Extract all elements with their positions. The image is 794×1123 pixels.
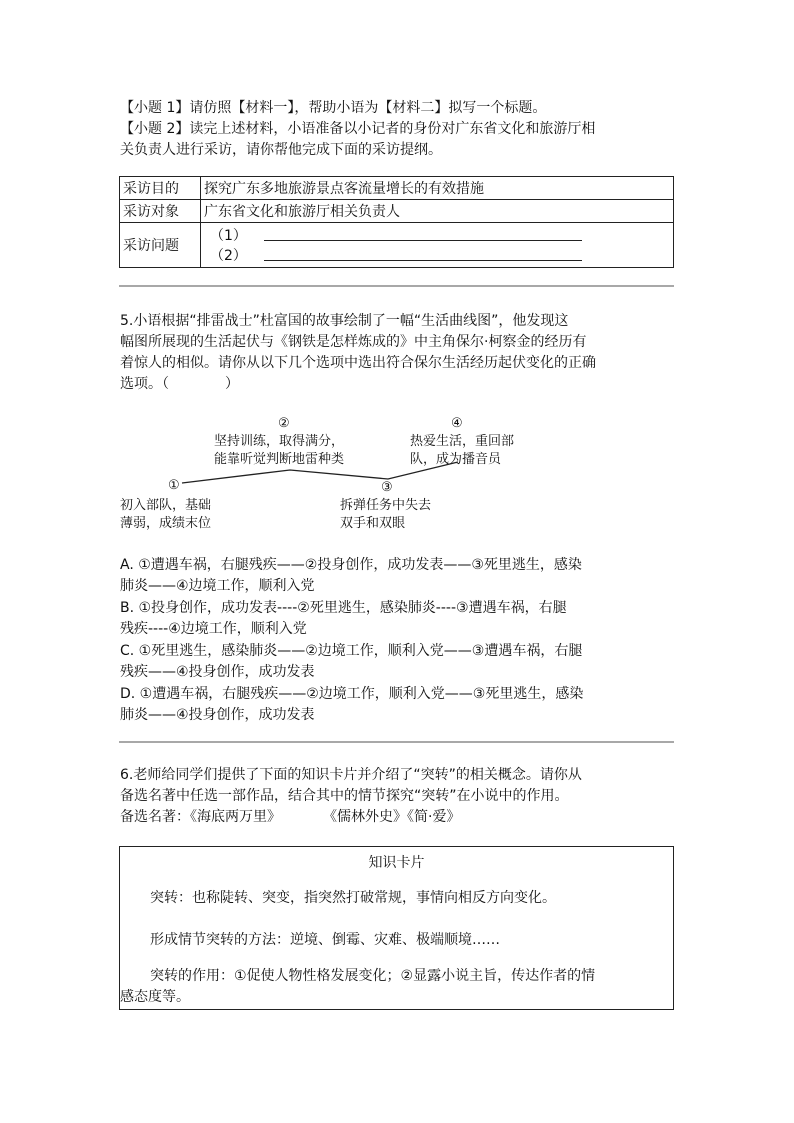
intro-line-1: 【小题 1】请仿照【材料一】，帮助小语为【材料二】拟写一个标题。 — [120, 100, 547, 116]
purpose-value: 探究广东多地旅游景点客流量增长的有效措施 — [201, 177, 674, 200]
questions-key: 采访问题 — [120, 223, 201, 268]
curve-point-1-text-2: 薄弱，成绩末位 — [120, 516, 212, 531]
question-2-label: （2） — [210, 248, 247, 264]
knowledge-card-methods: 形成情节突转的方法：逆境、倒霉、灾难、极端顺境…… — [150, 932, 500, 948]
intro-line-2: 【小题 2】读完上述材料，小语准备以小记者的身份对广东省文化和旅游厅相 — [120, 121, 596, 137]
subject-key: 采访对象 — [120, 200, 201, 223]
life-curve-diagram — [0, 0, 794, 560]
knowledge-card — [119, 846, 674, 1010]
q6-line-1: 6.老师给同学们提供了下面的知识卡片并介绍了“突转”的相关概念。请你从 — [120, 767, 582, 783]
option-a-line-2: 肺炎——④边境工作，顺利入党 — [120, 578, 315, 594]
subject-value: 广东省文化和旅游厅相关负责人 — [201, 200, 674, 223]
option-d-line-1[interactable]: D. ①遭遇车祸，右腿残疾——②边境工作，顺利入党——③死里逃生，感染 — [120, 686, 584, 702]
option-d-line-2: 肺炎——④投身创作，成功发表 — [120, 707, 315, 723]
curve-point-3-text-1: 拆弹任务中失去 — [340, 498, 432, 513]
intro-line-3: 关负责人进行采访，请你帮他完成下面的采访提纲。 — [120, 142, 442, 158]
option-a-line-1[interactable]: A. ①遭遇车祸，右腿残疾——②投身创作，成功发表——③死里逃生，感染 — [120, 557, 582, 573]
option-c-line-1[interactable]: C. ①死里逃生，感染肺炎——②边境工作，顺利入党——③遭遇车祸，右腿 — [120, 643, 583, 659]
q5-line-1: 5.小语根据“排雷战士”杜富国的故事绘制了一幅“生活曲线图”，他发现这 — [120, 313, 569, 329]
curve-point-1-text-1: 初入部队，基础 — [120, 498, 212, 513]
curve-point-4-number: ④ — [451, 416, 463, 431]
curve-point-2-number: ② — [278, 416, 290, 431]
purpose-key: 采访目的 — [120, 177, 201, 200]
curve-point-2-text-1: 坚持训练，取得满分， — [214, 434, 345, 449]
curve-point-4-text-2: 队，成为播音员 — [410, 452, 502, 467]
option-b-line-2: 残疾----④边境工作，顺利入党 — [120, 621, 307, 637]
q5-line-4: 选项。（ ） — [120, 376, 239, 392]
curve-point-1-number: ① — [168, 478, 180, 493]
q5-line-3: 着惊人的相似。请你从以下几个选项中选出符合保尔生活经历起伏变化的正确 — [120, 355, 596, 371]
option-b-line-1[interactable]: B. ①投身创作，成功发表----②死里逃生，感染肺炎----③遭遇车祸，右腿 — [120, 600, 567, 616]
q6-line-3: 备选名著：《海底两万里》 《儒林外史》《简·爱》 — [120, 809, 461, 825]
option-c-line-2: 残疾——④投身创作，成功发表 — [120, 664, 315, 680]
question-1-label: （1） — [210, 228, 247, 244]
knowledge-card-title: 知识卡片 — [368, 855, 425, 871]
curve-point-3-number: ③ — [381, 480, 393, 495]
q5-line-2: 幅图所展现的生活起伏与《钢铁是怎样炼成的》中主角保尔·柯察金的经历有 — [120, 334, 587, 350]
q6-line-2: 备选名著中任选一部作品，结合其中的情节探究“突转”在小说中的作用。 — [120, 788, 569, 804]
curve-point-2-text-2: 能靠听觉判断地雷种类 — [214, 452, 345, 467]
curve-point-3-text-2: 双手和双眼 — [340, 516, 406, 531]
knowledge-card-effects-2: 感态度等。 — [120, 989, 190, 1005]
section-divider — [119, 741, 674, 743]
knowledge-card-definition: 突转：也称陡转、突变，指突然打破常规，事情向相反方向变化。 — [150, 890, 556, 906]
knowledge-card-effects-1: 突转的作用：①促使人物性格发展变化；②显露小说主旨，传达作者的情 — [150, 968, 596, 984]
curve-point-4-text-1: 热爱生活，重回部 — [410, 434, 515, 449]
